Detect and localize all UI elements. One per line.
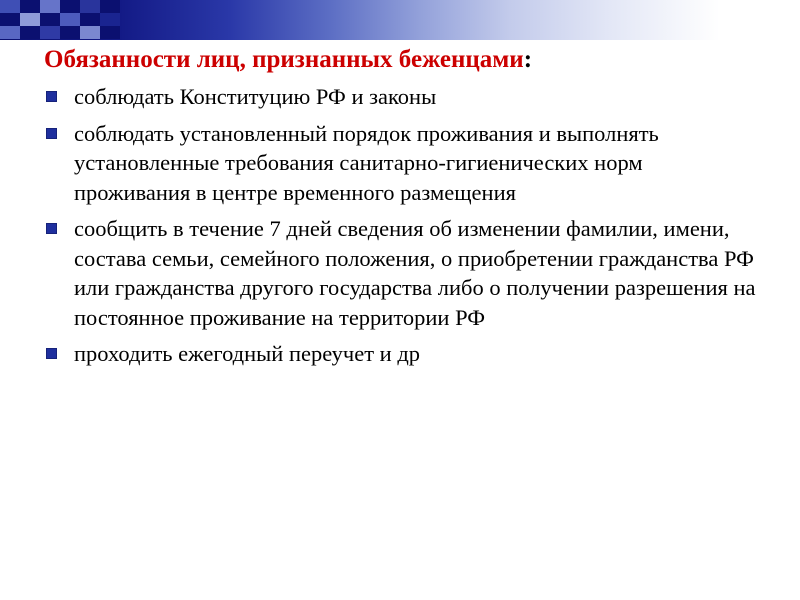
checker-tile: [0, 26, 20, 39]
checker-tile: [80, 13, 100, 26]
checker-tile: [100, 26, 120, 39]
page-title-text: Обязанности лиц, признанных беженцами: [44, 46, 524, 73]
checker-tile: [40, 26, 60, 39]
list-item: [44, 214, 756, 332]
banner-gradient: [0, 0, 800, 40]
checker-tile: [100, 13, 120, 26]
checker-tile: [20, 13, 40, 26]
checker-tile: [60, 13, 80, 26]
list-item-text: соблюдать Конституцию РФ и законы: [74, 84, 437, 109]
decorative-header-banner: [0, 0, 800, 40]
checker-tile: [60, 0, 80, 13]
square-bullet-icon: [46, 223, 57, 234]
checker-tile: [80, 26, 100, 39]
page-title-colon: :: [523, 46, 533, 73]
checker-tile: [0, 13, 20, 26]
square-bullet-icon: [46, 128, 57, 139]
list-item-text: проходить ежегодный переучет и др: [74, 341, 421, 366]
banner-checker-pattern: [0, 0, 120, 40]
list-item: [44, 82, 756, 112]
bullet-list: [44, 82, 756, 369]
checker-tile: [20, 0, 40, 13]
checker-tile: [60, 26, 80, 39]
list-item-text: сообщить в течение 7 дней сведения об изменении фамилии, имени, состава семьи, семейного положения, о приобретении гражданства РФ или гражданства другого государства либо о получении разрешения на постоянное проживание на территории РФ: [74, 216, 756, 330]
page-title: [44, 44, 756, 76]
checker-tile: [0, 0, 20, 13]
slide-content: [44, 44, 756, 376]
square-bullet-icon: [46, 348, 57, 359]
square-bullet-icon: [46, 91, 57, 102]
checker-tile: [40, 13, 60, 26]
list-item-text: соблюдать установленный порядок проживания и выполнять установленные требования санитарно-гигиенических норм проживания в центре временного размещения: [74, 120, 659, 205]
list-item: [44, 339, 756, 369]
checker-tile: [80, 0, 100, 13]
checker-tile: [100, 0, 120, 13]
checker-tile: [40, 0, 60, 13]
list-item: [44, 119, 756, 208]
checker-tile: [20, 26, 40, 39]
